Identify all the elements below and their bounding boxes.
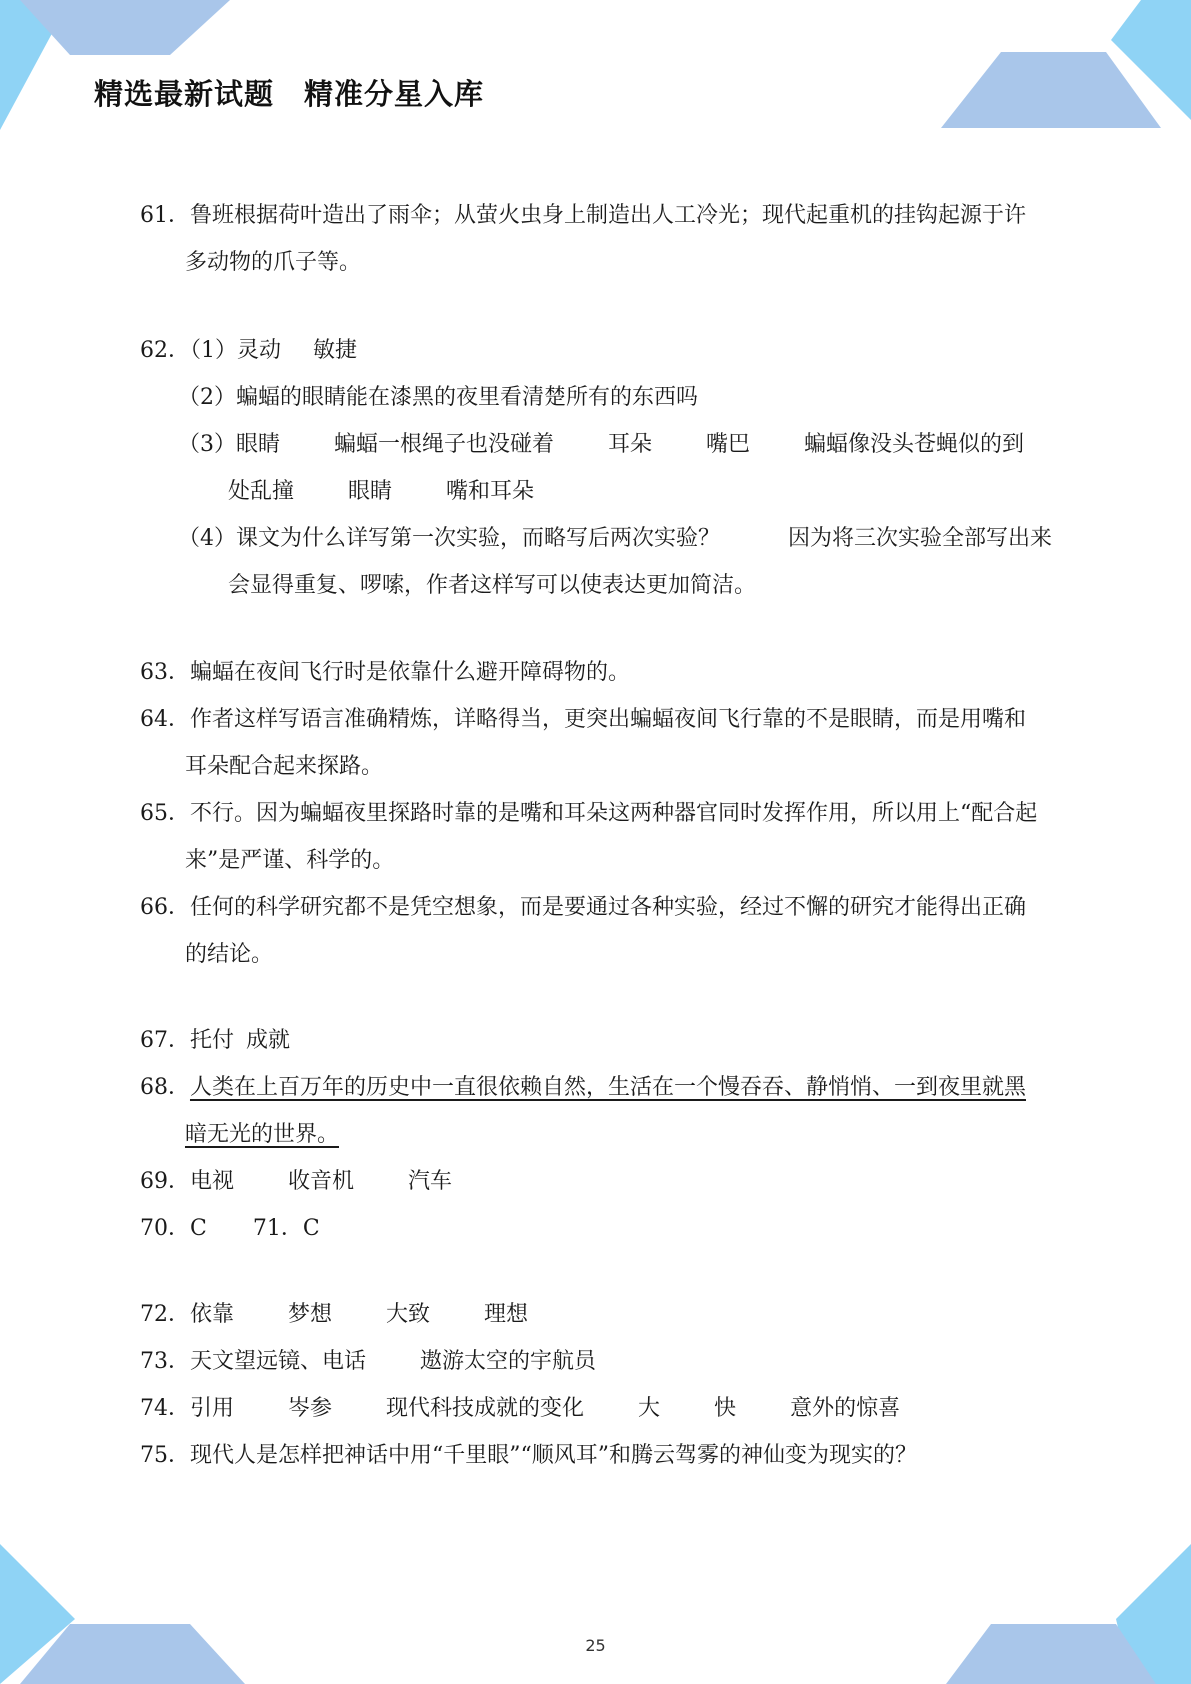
answer-62-part-3-line-1 — [150, 400, 1025, 457]
answer-69-item: 汽车 — [408, 1169, 453, 1194]
answer-75 — [112, 1411, 917, 1468]
answer-67-number: 67． — [139, 1028, 190, 1053]
answer-69-item: 收音机 — [288, 1169, 355, 1194]
answer-74-item: 快 — [714, 1396, 737, 1421]
answer-61-text-continued: 多动物的爪子等。 — [184, 250, 361, 275]
answer-62-part-4-line-1 — [150, 494, 1053, 551]
answer-74-number: 74． — [139, 1396, 190, 1421]
answer-69-item: 电视 — [189, 1169, 234, 1194]
answer-65-line-2 — [157, 816, 395, 873]
answer-71-number: 71． — [252, 1216, 303, 1241]
answer-62-part-3-line-2 — [200, 447, 535, 504]
answer-70-text: C — [189, 1216, 207, 1241]
answer-64-number: 64． — [139, 707, 190, 732]
page-number: 25 — [585, 1636, 606, 1655]
answer-69 — [112, 1137, 453, 1194]
answer-75-text: 现代人是怎样把神话中用“千里眼”“顺风耳”和腾云驾雾的神仙变为现实的？ — [189, 1443, 917, 1468]
answer-64-text-continued: 耳朵配合起来探路。 — [184, 754, 383, 779]
answer-62-item: 耳朵 — [608, 432, 653, 457]
answer-68-line-2 — [157, 1090, 347, 1147]
answer-65-number: 65． — [139, 801, 190, 826]
answer-72-item: 大致 — [386, 1302, 431, 1327]
answer-66-line-1 — [112, 863, 1026, 920]
answer-65-line-1 — [112, 769, 1038, 826]
answer-62-part-4-line-2 — [200, 541, 756, 598]
answer-63 — [112, 628, 630, 685]
answer-62-item: 嘴巴 — [706, 432, 751, 457]
answer-62-part-4-tag: （4） — [177, 526, 236, 551]
answer-62-item: 灵动 — [236, 338, 281, 363]
answer-64-line-1 — [112, 675, 1026, 732]
answer-62-number: 62． — [139, 338, 190, 363]
answer-75-number: 75． — [139, 1443, 190, 1468]
answer-65-text-continued: 来”是严谨、科学的。 — [184, 848, 395, 873]
answer-67 — [112, 996, 291, 1053]
answer-66-text: 任何的科学研究都不是凭空想象，而是要通过各种实验，经过不懈的研究才能得出正确 — [189, 895, 1026, 920]
answer-72-item: 理想 — [484, 1302, 529, 1327]
answer-62-item: 处乱撞 — [227, 479, 294, 504]
corner-decoration-top-right — [931, 0, 1191, 130]
answer-74 — [112, 1364, 901, 1421]
answer-67-item: 成就 — [246, 1028, 291, 1053]
answer-73-item: 遨游太空的宇航员 — [420, 1349, 597, 1374]
answer-62-part-1-tag: （1） — [189, 338, 237, 363]
answer-63-number: 63． — [139, 660, 190, 685]
answer-62-item: 眼睛 — [235, 432, 280, 457]
answer-64-line-2 — [157, 722, 383, 779]
answer-70-number: 70． — [139, 1216, 190, 1241]
answer-62-part-2 — [150, 353, 698, 410]
answer-61-line-2 — [157, 218, 361, 275]
answer-62-part-1 — [112, 306, 358, 363]
answer-70-71 — [112, 1184, 320, 1241]
answer-61-number: 61． — [139, 203, 190, 228]
answer-74-item: 意外的惊喜 — [790, 1396, 901, 1421]
answer-68-text: 人类在上百万年的历史中一直很依赖自然，生活在一个慢吞吞、静悄悄、一到夜里就黑 — [189, 1075, 1026, 1100]
answer-61-line-1 — [112, 171, 1026, 228]
answer-66-text-continued: 的结论。 — [184, 942, 273, 967]
answer-72-number: 72． — [139, 1302, 190, 1327]
answer-71-text: C — [302, 1216, 320, 1241]
answer-74-item: 大 — [638, 1396, 661, 1421]
answer-62-part-2-tag: （2） — [177, 385, 236, 410]
answer-62-item: 蝙蝠一根绳子也没碰着 — [334, 432, 555, 457]
answer-65-text: 不行。因为蝙蝠夜里探路时靠的是嘴和耳朵这两种器官同时发挥作用，所以用上“配合起 — [189, 801, 1038, 826]
corner-decoration-bottom-left — [0, 1544, 250, 1684]
answer-74-item: 现代科技成就的变化 — [386, 1396, 585, 1421]
answer-72 — [112, 1270, 529, 1327]
answer-74-item: 岑参 — [288, 1396, 333, 1421]
answer-73-item: 天文望远镜、电话 — [189, 1349, 366, 1374]
answer-73 — [112, 1317, 597, 1374]
answer-62-part-3-tag: （3） — [177, 432, 236, 457]
answer-62-part-4-answer: 因为将三次实验全部写出来 — [788, 526, 1053, 551]
answer-69-number: 69． — [139, 1169, 190, 1194]
answer-61-text: 鲁班根据荷叶造出了雨伞；从萤火虫身上制造出人工冷光；现代起重机的挂钩起源于许 — [189, 203, 1026, 228]
answer-67-item: 托付 — [189, 1028, 234, 1053]
corner-decoration-bottom-right — [941, 1544, 1191, 1684]
answer-62-item: 蝙蝠像没头苍蝇似的到 — [804, 432, 1025, 457]
answer-62-item: 敏捷 — [313, 338, 358, 363]
answer-68-text-continued: 暗无光的世界。 — [184, 1122, 339, 1147]
answer-66-line-2 — [157, 910, 273, 967]
answer-64-text: 作者这样写语言准确精炼，详略得当，更突出蝙蝠夜间飞行靠的不是眼睛，而是用嘴和 — [189, 707, 1026, 732]
answer-72-item: 梦想 — [288, 1302, 333, 1327]
answer-62-part-4-question: 课文为什么详写第一次实验，而略写后两次实验？ — [235, 526, 720, 551]
answer-68-line-1 — [112, 1043, 1026, 1100]
answer-62-item: 眼睛 — [348, 479, 393, 504]
answer-68-number: 68． — [139, 1075, 190, 1100]
answer-74-item: 引用 — [189, 1396, 234, 1421]
answer-62-item: 嘴和耳朵 — [446, 479, 535, 504]
answer-66-number: 66． — [139, 895, 190, 920]
header-title: 精选最新试题 精准分星入库 — [94, 77, 485, 111]
answer-62-part-4-answer-continued: 会显得重复、啰嗦，作者这样写可以使表达更加简洁。 — [227, 573, 756, 598]
answer-73-number: 73． — [139, 1349, 190, 1374]
answer-62-part-2-text: 蝙蝠的眼睛能在漆黑的夜里看清楚所有的东西吗 — [235, 385, 698, 410]
answer-72-item: 依靠 — [189, 1302, 234, 1327]
answer-63-text: 蝙蝠在夜间飞行时是依靠什么避开障碍物的。 — [189, 660, 630, 685]
